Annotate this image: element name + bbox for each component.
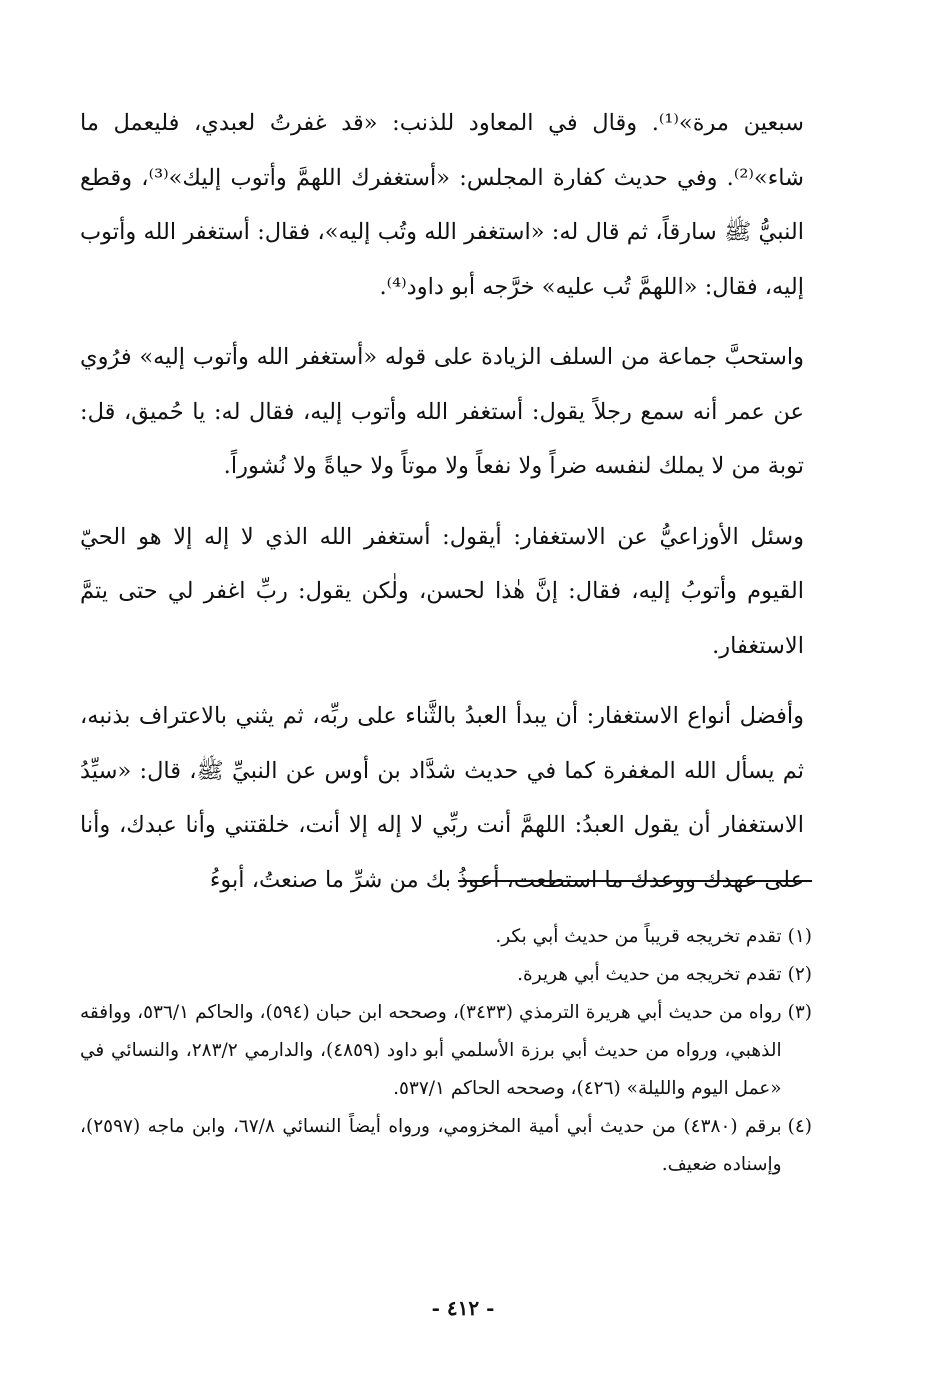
footnote-2 — [80, 956, 812, 994]
footnote-4 — [80, 1108, 812, 1184]
footnote-text: رواه من حديث أبي هريرة الترمذي (٣٤٣٣)، وصححه ابن حبان (٥٩٤)، والحاكم ٥٣٦/١، ووافقه الذهبي، ورواه من حديث أبي برزة الأسلمي أبو داود (٤٨٥٩)، والدارمي ٢٨٣/٢، والنسائي في «عمل اليوم والليلة» (٤٢٦)، وصححه الحاكم ٥٣٧/١. — [80, 1002, 782, 1099]
footnote-3 — [80, 994, 812, 1108]
footnote-number: (٤) — [787, 1116, 812, 1137]
footnote-number: (٢) — [787, 964, 812, 985]
paragraph-awzai-question: وسئل الأوزاعيُّ عن الاستغفار: أيقول: أستغفر الله الذي لا إله إلا هو الحيّ القيوم وأتوبُ إليه، فقال: إنَّ هٰذا لحسن، ولٰكن يقول: ربِّ اغفر لي حتى يتمَّ الاستغفار. — [80, 523, 804, 659]
footnotes — [80, 918, 812, 1184]
main-text — [80, 96, 804, 907]
footnote-text: تقدم تخريجه قريباً من حديث أبي بكر. — [495, 926, 782, 947]
footnote-text: برقم (٤٣٨٠) من حديث أبي أمية المخزومي، ورواه أيضاً النسائي ٦٧/٨، وابن ماجه (٢٥٩٧)، وإسناده ضعيف. — [80, 1116, 782, 1175]
footnote-text: تقدم تخريجه من حديث أبي هريرة. — [517, 964, 782, 985]
paragraph-istighfar-hadiths: سبعين مرة»⁽¹⁾. وقال في المعاود للذنب: «قد غفرتُ لعبدي، فليعمل ما شاء»⁽²⁾. وفي حديث كفارة المجلس: «أستغفرك اللهمَّ وأتوب إليك»⁽³⁾، وقطع النبيُّ ﷺ سارقاً، ثم قال له: «استغفر الله وتُب إليه»، فقال: أستغفر الله وأتوب إليه، فقال: «اللهمَّ تُب عليه» خرَّجه أبو داود⁽⁴⁾. — [80, 110, 804, 300]
paragraph-salaf-addition: واستحبَّ جماعة من السلف الزيادة على قوله «أستغفر الله وأتوب إليه» فرُوي عن عمر أنه سمع رجلاً يقول: أستغفر الله وأتوب إليه، فقال له: يا حُميق، قل: توبة من لا يملك لنفسه ضراً ولا نفعاً ولا موتاً ولا حياةً ولا نُشوراً. — [80, 344, 804, 479]
footnote-separator — [458, 880, 812, 882]
footnote-1 — [80, 918, 812, 956]
page-number: - ٤١٢ - — [431, 1296, 495, 1320]
footnote-number: (١) — [787, 926, 812, 947]
paragraph-best-istighfar: وأفضل أنواع الاستغفار: أن يبدأ العبدُ بالثَّناء على ربِّه، ثم يثني بالاعتراف بذنبه، ثم يسأل الله المغفرة كما في حديث شدَّاد بن أوس عن النبيِّ ﷺ، قال: «سيِّدُ الاستغفار أن يقول العبدُ: اللهمَّ أنت ربِّي لا إله إلا أنت، خلقتني وأنا عبدك، وأنا على عهدك ووعدك ما استطعت، أعوذُ بك من شرِّ ما صنعتُ، أبوءُ — [80, 703, 804, 893]
footnote-number: (٣) — [787, 1002, 812, 1023]
